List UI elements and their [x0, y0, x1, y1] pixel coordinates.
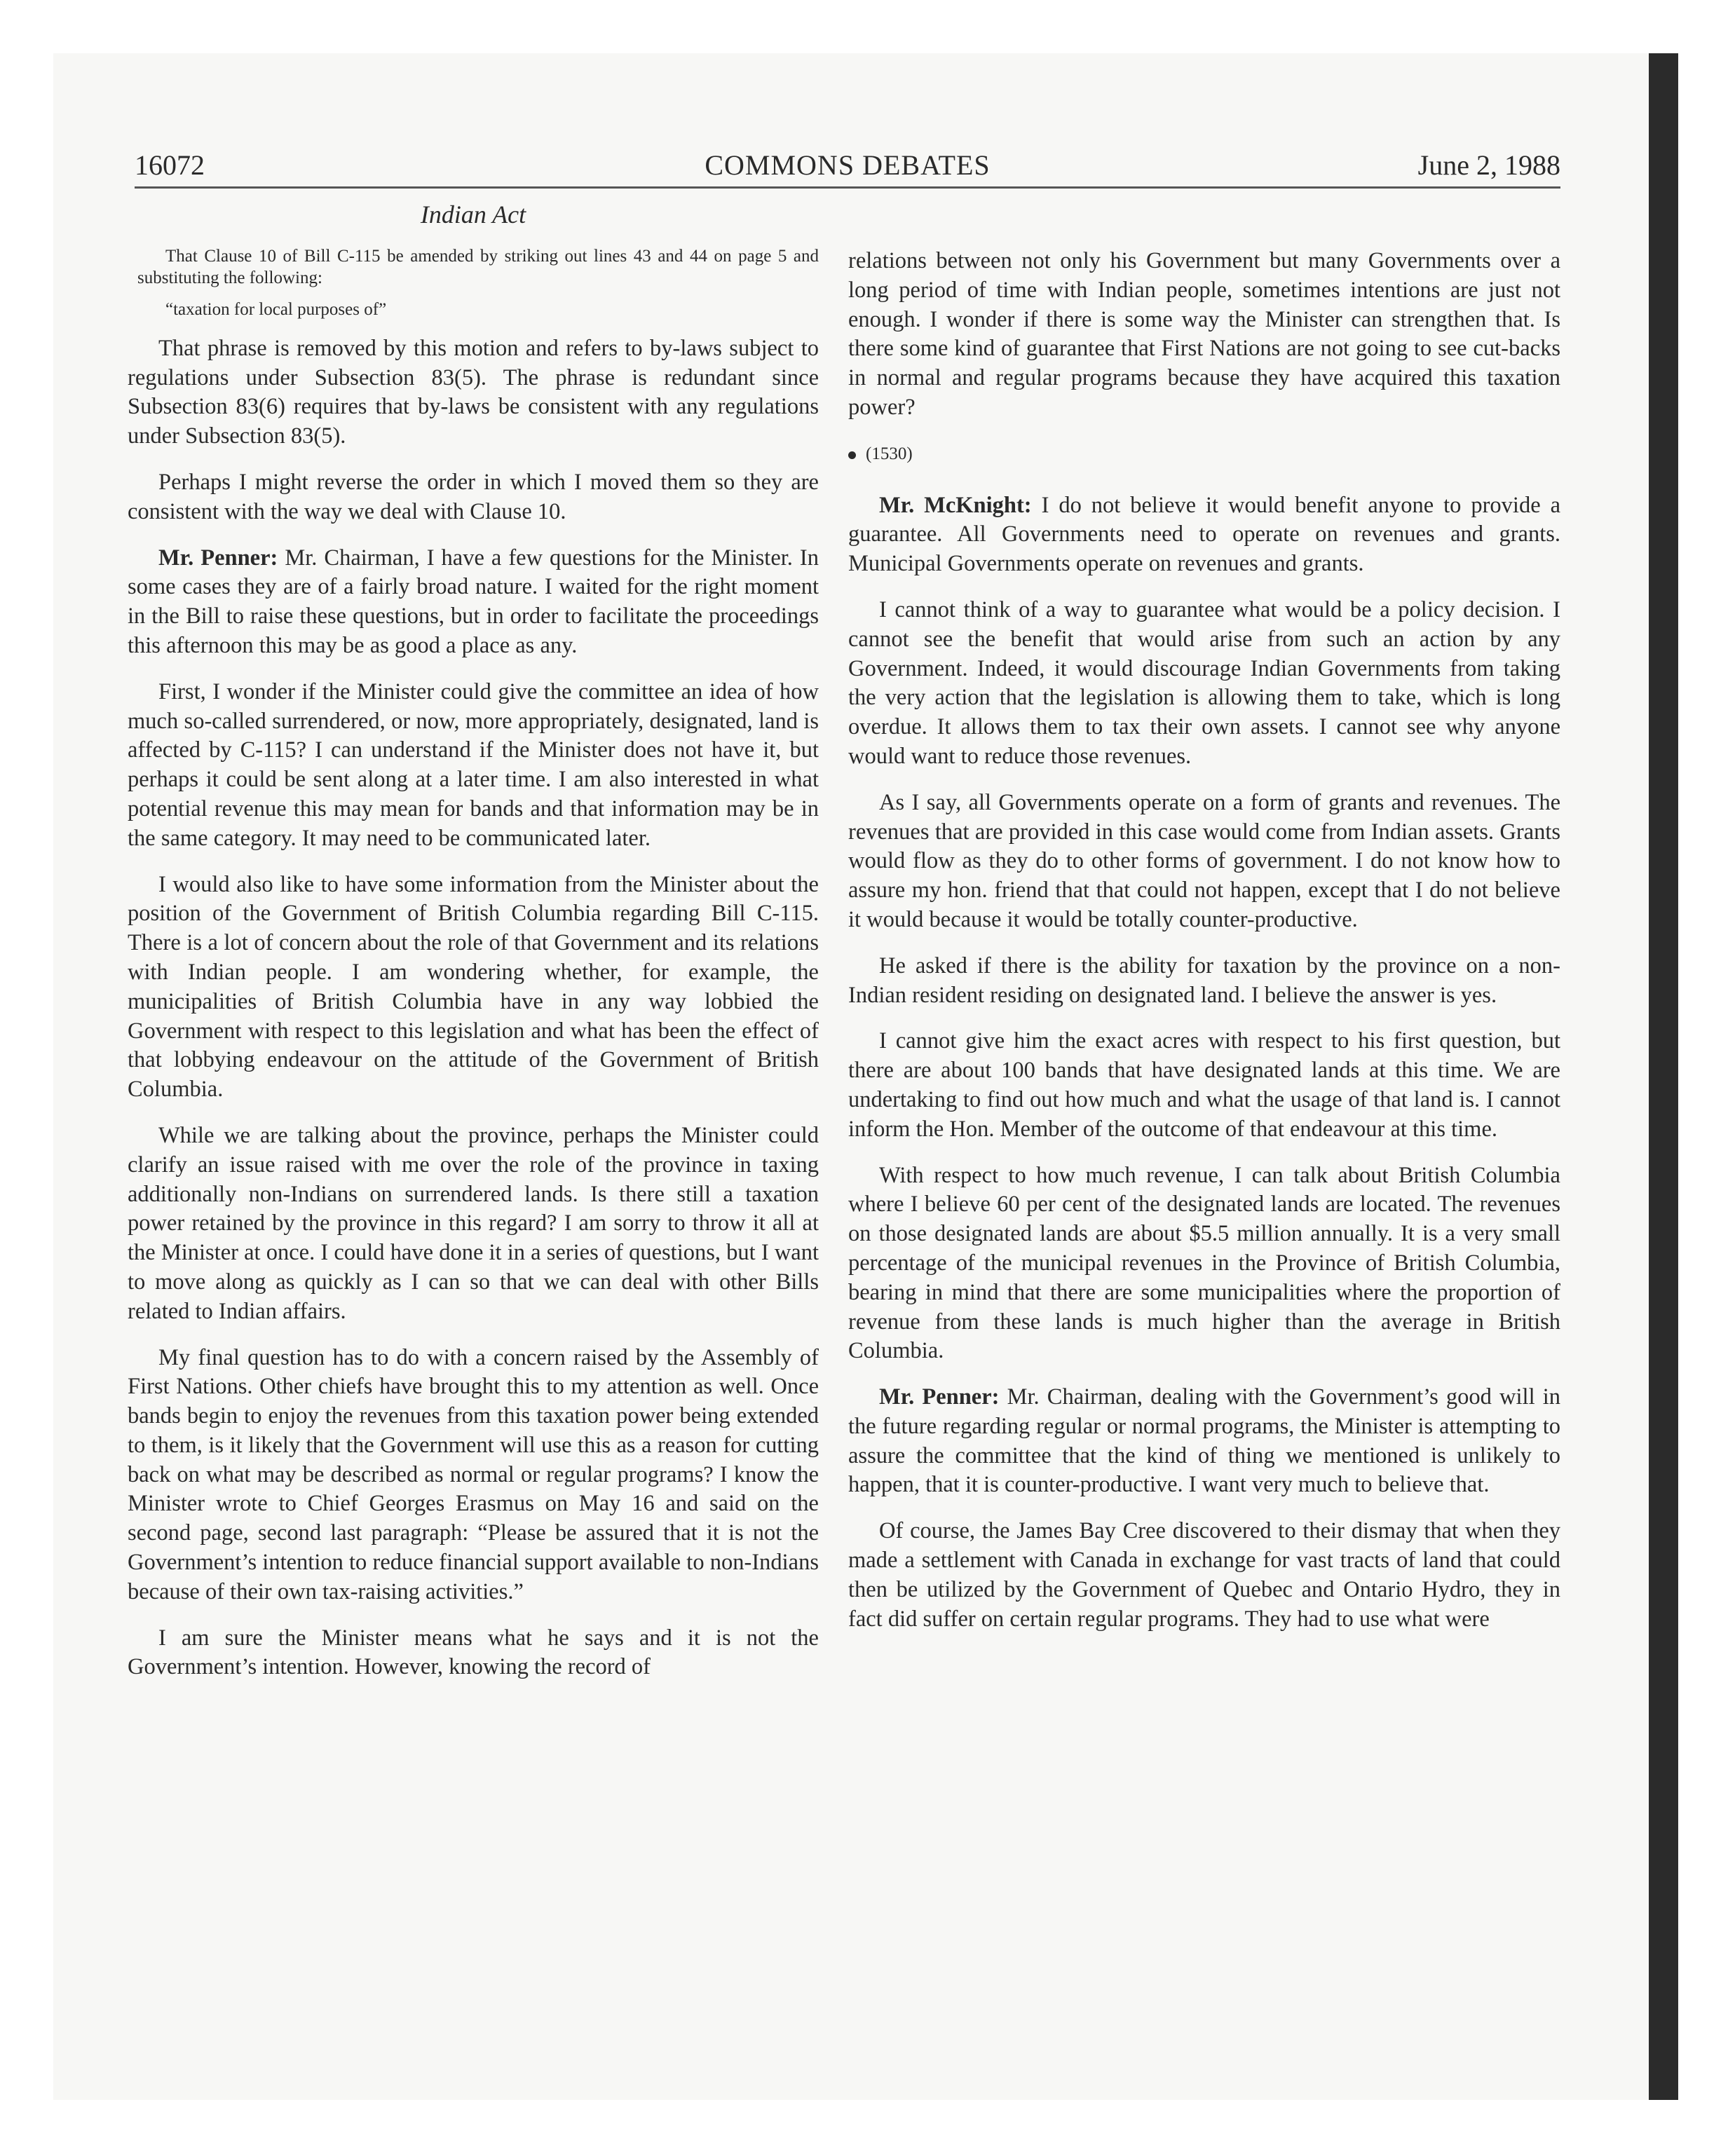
paragraph: I would also like to have some information from the Minister about the position of the Government of British Columbia regarding Bill C-115. There is a lot of concern about the role of that Government and its relations with Indian people. I am wondering whether, for example, the municipalities of British Columbia have in any way lobbied the Government with respect to this legislation and what has been the effect of that lobbying endeavour on the attitude of the Government of British Columbia. [128, 871, 819, 1103]
speaker-name: Mr. McKnight: [879, 492, 1032, 518]
left-column [128, 193, 819, 1699]
speech-text: I do not believe it would benefit anyone to provide a guarantee. All Governments need to operate on revenues and grants. Municipal Governments operate on revenues and grants. [848, 492, 1560, 577]
paragraph: I cannot think of a way to guarantee what would be a policy decision. I cannot see the benefit that would arise from such an action by any Government. Indeed, it would discourage Indian Governments from taking the very action that the legislation is allowing them to take, which is long overdue. It allows them to tax their own assets. I cannot see why anyone would want to reduce those revenues. [848, 596, 1560, 769]
speech-paragraph [848, 491, 1560, 579]
time-marker-text: (1530) [866, 444, 913, 463]
speech-paragraph [128, 544, 819, 661]
paragraph: relations between not only his Government but many Governments over a long period of time with Indian people, sometimes intentions are just not enough. I wonder if there is some way the Minister can strengthen that. Is there some kind of guarantee that First Nations are not going to see cut-backs in normal and regular programs because they have acquired this taxation power? [848, 248, 1560, 420]
speech-paragraph [848, 1383, 1560, 1500]
speech-text: Mr. Chairman, I have a few questions for the Minister. In some cases they are of a fairly broad nature. I waited for the right moment in the Bill to raise these questions, but in order to facilitate the proceedings this afternoon this may be as good a place as any. [128, 545, 819, 658]
paragraph: Of course, the James Bay Cree discovered to their dismay that when they made a settlement with Canada in exchange for vast tracts of land that could then be utilized by the Government of Quebec and Ontario Hydro, they in fact did suffer on certain regular programs. They had to use what were [848, 1518, 1560, 1632]
paragraph: My final question has to do with a concern raised by the Assembly of First Nations. Other chiefs have brought this to my attention as well. Once bands begin to enjoy the revenues from this taxation power being extended to them, is it likely that the Government will use this as a reason for cutting back on what may be described as normal or regular programs? I know the Minister wrote to Chief Georges Erasmus on May 16 and said on the second page, second last paragraph: “Please be assured that it is not the Government’s intention to reduce financial support available to non-Indians because of their own tax-raising activities.” [128, 1344, 819, 1604]
section-title: Indian Act [420, 200, 526, 228]
paragraph: That phrase is removed by this motion and refers to by-laws subject to regulations under Subsection 83(5). The phrase is redundant since Subsection 83(6) requires that by-laws be consistent with any regulations under Subsection 83(5). [128, 335, 819, 449]
paragraph: I am sure the Minister means what he says and it is not the Government’s intention. However, knowing the record of [128, 1625, 819, 1680]
paragraph: Perhaps I might reverse the order in which I moved them so they are consistent with the way we deal with Clause 10. [128, 469, 819, 524]
paragraph: As I say, all Governments operate on a form of grants and revenues. The revenues that are provided in this case would come from Indian assets. Grants would flow as they do to other forms of government. I do not know how to assure my hon. friend that that could not happen, except that I do not believe it would because it would be totally counter-productive. [848, 789, 1560, 932]
time-marker [848, 439, 1560, 469]
bullet-icon [848, 451, 856, 459]
paragraph: First, I wonder if the Minister could give the committee an idea of how much so-called surrendered, or now, more appropriately, designated, land is affected by C-115? I can understand if the Minister does not have it, but perhaps it could be sent along at a later time. I am also interested in what potential revenue this may mean for bands and that information may be in the same category. It may need to be communicated later. [128, 678, 819, 851]
paragraph: I cannot give him the exact acres with respect to his first question, but there are about 100 bands that have designated lands at this time. We are undertaking to find out how much and what the usage of that land is. I cannot inform the Hon. Member of the outcome of that endeavour at this time. [848, 1028, 1560, 1142]
motion-text: That Clause 10 of Bill C-115 be amended by striking out lines 43 and 44 on page 5 and substituting the following: [137, 246, 819, 287]
speaker-name: Mr. Penner: [879, 1384, 1000, 1410]
paragraph: He asked if there is the ability for taxation by the province on a non-Indian resident residing on designated land. I believe the answer is yes. [848, 953, 1560, 1008]
speaker-name: Mr. Penner: [158, 545, 278, 571]
speech-text: Mr. Chairman, dealing with the Government’s good will in the future regarding regular or normal programs, the Minister is attempting to assure the committee that the kind of thing we mentioned is unlikely to happen, that it is counter-productive. I want very much to believe that. [848, 1384, 1560, 1498]
motion-quote: “taxation for local purposes of” [165, 299, 387, 319]
page-header [135, 144, 1560, 189]
right-column [848, 247, 1560, 1651]
publication-title: COMMONS DEBATES [705, 149, 991, 181]
paragraph: While we are talking about the province, perhaps the Minister could clarify an issue raised with me over the role of the province in taxing additionally non-Indians on surrendered lands. Is there still a taxation power retained by the province in this regard? I am sorry to throw it all at the Minister at once. I could have done it in a series of questions, but I want to move along as quickly as I can so that we can deal with other Bills related to Indian affairs. [128, 1122, 819, 1324]
paragraph: With respect to how much revenue, I can talk about British Columbia where I believe 60 per cent of the designated lands are located. The revenues on those designated lands are about $5.5 million annually. It is a very small percentage of the municipal revenues in the Province of British Columbia, bearing in mind that there are some municipalities where the proportion of revenue from these lands is much higher than the average in British Columbia. [848, 1162, 1560, 1364]
page-date: June 2, 1988 [1417, 149, 1560, 181]
page-number: 16072 [135, 149, 205, 181]
binding-edge [1649, 53, 1678, 2100]
